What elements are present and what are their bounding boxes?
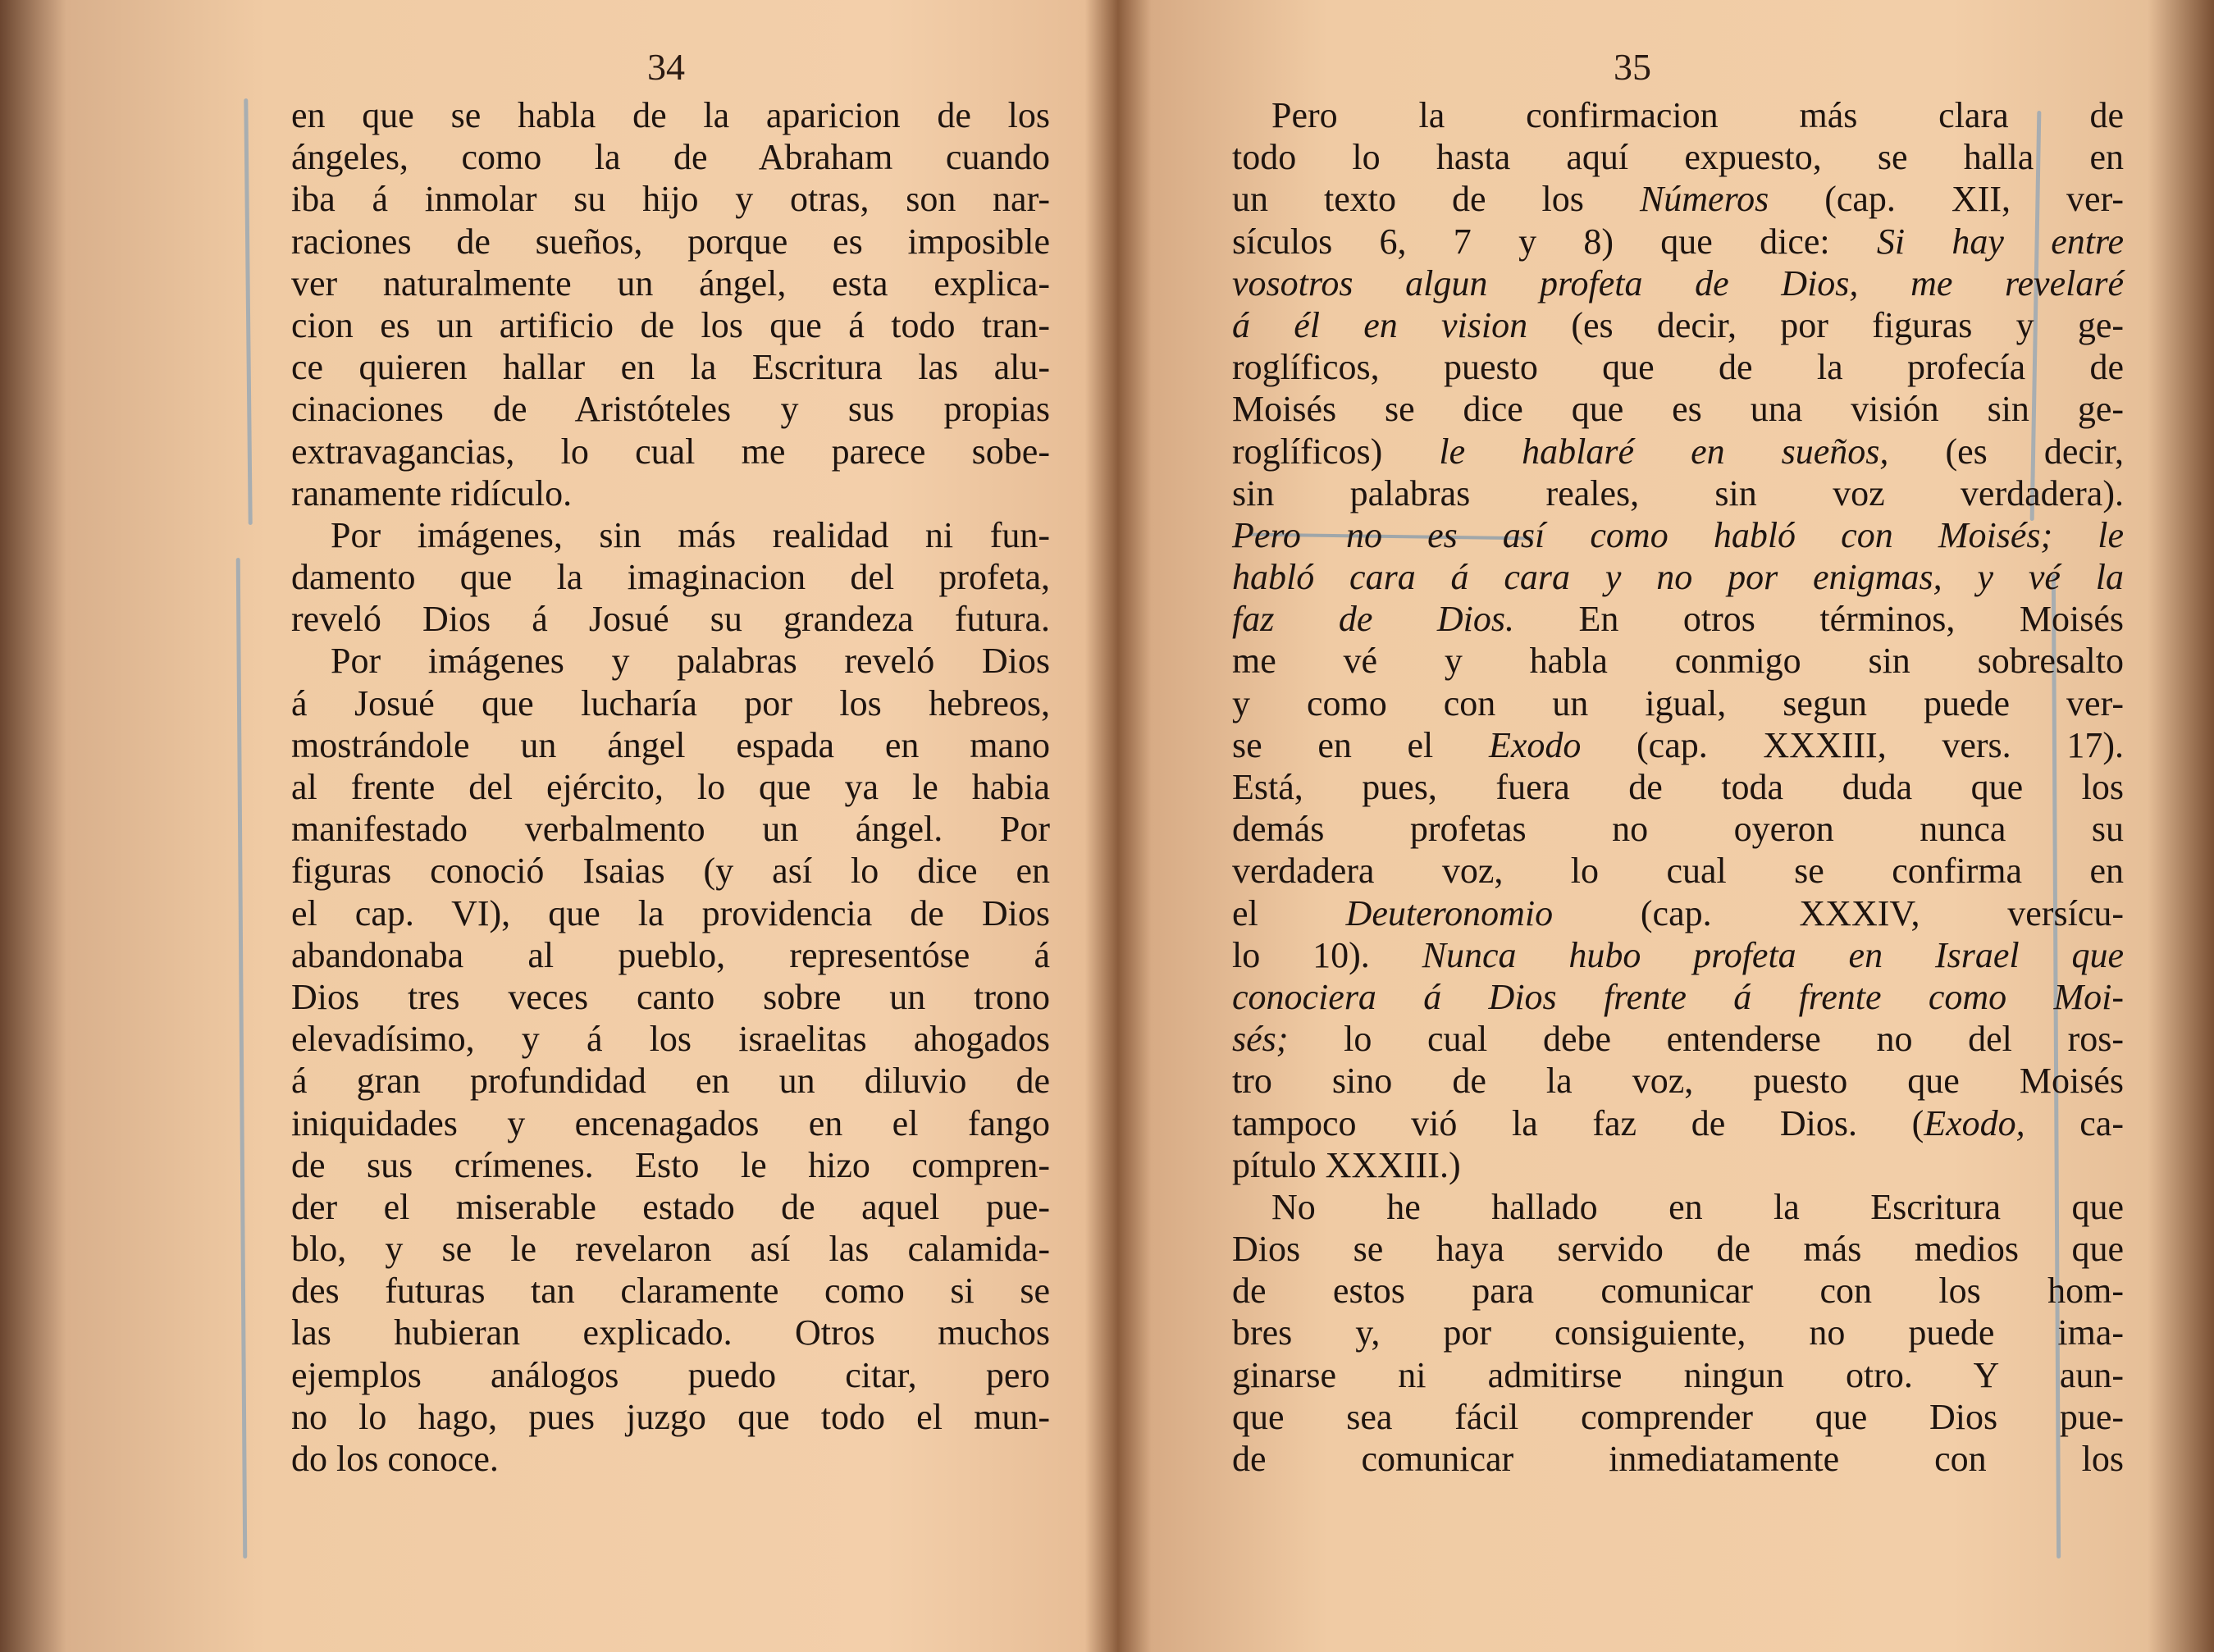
- text-line: [1232, 304, 2124, 346]
- text-line: [1232, 472, 2124, 514]
- pencil-margin-mark: [244, 98, 252, 525]
- text-run: sículos 6, 7 y 8) que dice:: [1232, 221, 1877, 262]
- italic-run: Exodo,: [1924, 1102, 2025, 1143]
- text-line: [1232, 640, 2124, 682]
- text-line: abandonaba al pueblo, representóse á: [291, 934, 1050, 975]
- text-line: á Josué que lucharía por los hebreos,: [291, 682, 1050, 723]
- text-line: cinaciones de Aristóteles y sus propias: [291, 389, 1050, 430]
- body-text: [1232, 94, 2124, 1480]
- body-text: [291, 94, 1050, 1480]
- text-line: ejemplos análogos puedo citar, pero: [291, 1354, 1050, 1395]
- text-line: [1232, 1396, 2124, 1438]
- text-run: Está, pues, fuera de toda duda que los: [1232, 767, 2124, 807]
- text-line: no lo hago, pues juzgo que todo el mun-: [291, 1396, 1050, 1437]
- text-line: al frente del ejército, lo que ya le habia: [291, 767, 1050, 807]
- text-run: de estos para comunicar con los hom-: [1232, 1271, 2124, 1312]
- italic-run: Nunca hubo profeta en Israel que: [1422, 934, 2124, 975]
- text-run: roglíficos): [1232, 431, 1440, 472]
- text-line: [1232, 892, 2124, 934]
- text-line: elevadísimo, y á los israelitas ahogados: [291, 1019, 1050, 1060]
- text-run: un texto de los: [1232, 179, 1640, 220]
- text-line: mostrándole un ángel espada en mano: [291, 724, 1050, 765]
- text-line: [1232, 221, 2124, 262]
- text-line: iba á inmolar su hijo y otras, son nar-: [291, 179, 1050, 220]
- text-line: ver naturalmente un ángel, esta explica-: [291, 262, 1050, 303]
- italic-run: á él en vision: [1232, 304, 1528, 345]
- italic-run: Si hay entre: [1876, 221, 2124, 262]
- text-line: [1232, 514, 2124, 556]
- text-line: [1232, 1102, 2124, 1144]
- text-line: las hubieran explicado. Otros muchos: [291, 1312, 1050, 1353]
- text-run: se en el: [1232, 724, 1489, 765]
- text-line: [1232, 94, 2124, 136]
- text-run: Dios se haya servido de más medios que: [1232, 1229, 2124, 1270]
- text-line: [1232, 178, 2124, 220]
- right-page: [1107, 0, 2214, 1652]
- text-line: [1232, 724, 2124, 766]
- text-line: [1232, 1438, 2124, 1480]
- pencil-margin-mark: [236, 558, 248, 1558]
- text-line: de sus crímenes. Esto le hizo compren-: [291, 1144, 1050, 1185]
- text-run: (es decir, por figuras y ge-: [1527, 304, 2124, 345]
- text-line: Dios tres veces canto sobre un trono: [291, 976, 1050, 1017]
- text-line: figuras conoció Isaias (y así lo dice en: [291, 851, 1050, 892]
- text-line: Por imágenes y palabras reveló Dios: [331, 641, 1050, 682]
- italic-run: Exodo: [1488, 724, 1582, 765]
- text-run: todo lo hasta aquí expuesto, se halla en: [1232, 137, 2124, 178]
- text-line: [1232, 262, 2124, 304]
- text-line: do los conoce.: [291, 1439, 499, 1479]
- text-line: el cap. VI), que la providencia de Dios: [291, 892, 1050, 933]
- italic-run: habló cara á cara y no por enigmas, y vé la: [1232, 557, 2124, 598]
- text-line: en que se habla de la aparicion de los: [291, 95, 1050, 135]
- text-line: raciones de sueños, porque es imposible: [291, 221, 1050, 262]
- text-run: pítulo XXXIII.): [1232, 1144, 1461, 1185]
- text-run: demás profetas no oyeron nunca su: [1232, 809, 2124, 850]
- text-line: [1232, 1186, 2124, 1228]
- text-run: que sea fácil comprender que Dios pue-: [1232, 1396, 2124, 1437]
- text-run: me vé y habla conmigo sin sobresalto: [1232, 641, 2124, 682]
- text-line: cion es un artificio de los que á todo tran-: [291, 304, 1050, 345]
- text-line: Por imágenes, sin más realidad ni fun-: [331, 514, 1050, 555]
- text-run: (cap. XXXIII, vers. 17).: [1581, 724, 2124, 765]
- page-number: 35: [1614, 46, 1651, 88]
- text-run: No he hallado en la Escritura que: [1271, 1186, 2124, 1227]
- text-line: extravagancias, lo cual me parece sobe-: [291, 431, 1050, 472]
- italic-run: le hablaré en sueños,: [1439, 431, 1889, 472]
- text-run: el: [1232, 892, 1346, 933]
- text-line: [1232, 976, 2124, 1018]
- italic-run: faz de Dios.: [1232, 599, 1515, 640]
- text-line: [1232, 556, 2124, 598]
- text-line: ángeles, como la de Abraham cuando: [291, 137, 1050, 178]
- text-run: verdadera voz, lo cual se confirma en: [1232, 851, 2124, 892]
- text-line: damento que la imaginacion del profeta,: [291, 557, 1050, 598]
- text-line: ranamente ridículo.: [291, 472, 573, 513]
- text-run: Pero la confirmacion más clara de: [1271, 95, 2124, 135]
- italic-run: Números: [1639, 179, 1769, 220]
- text-run: ginarse ni admitirse ningun otro. Y aun-: [1232, 1354, 2124, 1395]
- text-line: [1232, 598, 2124, 640]
- text-line: [1232, 431, 2124, 472]
- text-run: (es decir,: [1888, 431, 2124, 472]
- text-line: der el miserable estado de aquel pue-: [291, 1186, 1050, 1227]
- text-line: des futuras tan claramente como si se: [291, 1271, 1050, 1312]
- text-line: iniquidades y encenagados en el fango: [291, 1102, 1050, 1143]
- text-run: y como con un igual, segun puede ver-: [1232, 682, 2124, 723]
- text-run: lo cual debe entenderse no del ros-: [1288, 1019, 2124, 1060]
- text-line: [1232, 388, 2124, 430]
- text-line: [1232, 766, 2124, 808]
- italic-run: Pero no es así como habló con Moisés; le: [1232, 514, 2124, 555]
- text-line: [1232, 346, 2124, 388]
- text-run: ca-: [2025, 1102, 2124, 1143]
- text-run: roglíficos, puesto que de la profecía de: [1232, 347, 2124, 388]
- text-line: [1232, 934, 2124, 976]
- text-line: [1232, 136, 2124, 178]
- text-line: [1232, 1270, 2124, 1312]
- text-run: (cap. XXXIV, versícu-: [1553, 892, 2124, 933]
- text-run: (cap. XII, ver-: [1769, 179, 2125, 220]
- text-line: [1232, 1144, 2124, 1186]
- text-run: lo 10).: [1232, 934, 1422, 975]
- text-line: manifestado verbalmento un ángel. Por: [291, 809, 1050, 850]
- italic-run: Deuteronomio: [1345, 892, 1554, 933]
- text-line: blo, y se le revelaron así las calamida-: [291, 1229, 1050, 1270]
- italic-run: vosotros algun profeta de Dios, me revelaré: [1232, 262, 2124, 303]
- text-line: [1232, 808, 2124, 850]
- text-run: sin palabras reales, sin voz verdadera).: [1232, 472, 2124, 513]
- text-line: á gran profundidad en un diluvio de: [291, 1061, 1050, 1102]
- text-line: ce quieren hallar en la Escritura las alu-: [291, 347, 1050, 388]
- text-line: [1232, 682, 2124, 724]
- text-run: Moisés se dice que es una visión sin ge-: [1232, 389, 2124, 430]
- text-line: [1232, 1312, 2124, 1353]
- text-line: [1232, 1018, 2124, 1060]
- text-run: tampoco vió la faz de Dios. (: [1232, 1102, 1924, 1143]
- text-line: [1232, 1354, 2124, 1396]
- text-run: tro sino de la voz, puesto que Moisés: [1232, 1061, 2124, 1102]
- text-run: bres y, por consiguiente, no puede ima-: [1232, 1312, 2124, 1353]
- text-run: de comunicar inmediatamente con los: [1232, 1439, 2124, 1479]
- italic-run: sés;: [1232, 1019, 1289, 1060]
- italic-run: conociera á Dios frente á frente como Moi-: [1232, 976, 2124, 1017]
- text-line: [1232, 1060, 2124, 1102]
- text-run: En otros términos, Moisés: [1514, 599, 2125, 640]
- page-number: 34: [647, 46, 685, 88]
- text-line: [1232, 1228, 2124, 1270]
- text-line: [1232, 850, 2124, 892]
- text-line: reveló Dios á Josué su grandeza futura.: [291, 599, 1050, 640]
